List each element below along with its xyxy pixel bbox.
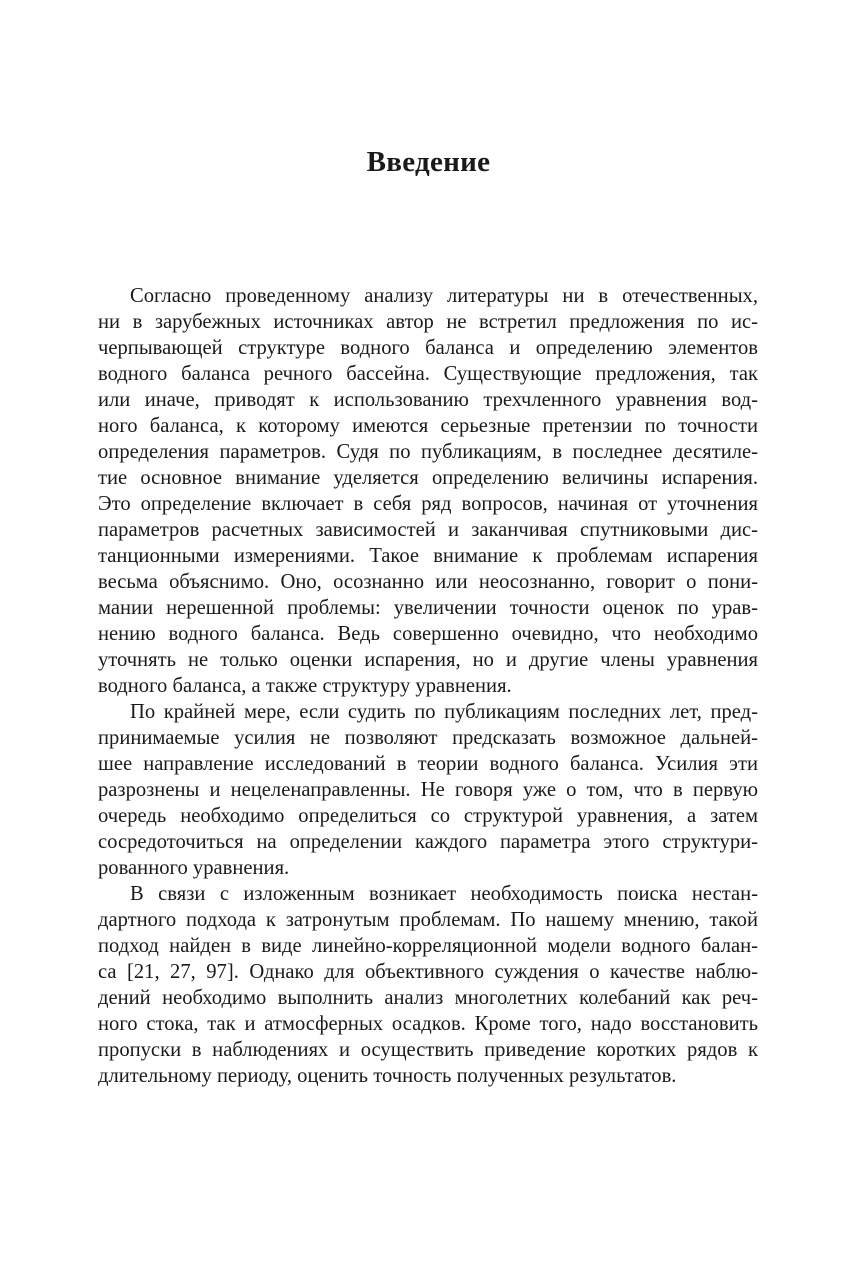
paragraph-1 [98,283,758,699]
text-line: подход найден в виде линейно-корреляционной модели водного балан- [98,935,758,957]
text-line: танционными измерениями. Такое внимание к проблемам испарения [98,545,758,567]
text-line: длительному периоду, оценить точность полученных результатов. [98,1065,677,1087]
text-line: мании нерешенной проблемы: увеличении точности оценок по урав- [98,597,758,619]
text-line: черпывающей структуре водного баланса и определению элементов [98,337,758,359]
text-line: дартного подхода к затронутым проблемам. По нашему мнению, такой [98,909,758,931]
text-line: определения параметров. Судя по публикациям, в последнее десятиле- [98,441,758,463]
text-line: Это определение включает в себя ряд вопросов, начиная от уточнения [98,493,758,515]
text-line: или иначе, приводят к использованию трехчленного уравнения вод- [98,389,758,411]
text-line: пропуски в наблюдениях и осуществить приведение коротких рядов к [98,1039,758,1061]
text-line: нению водного баланса. Ведь совершенно очевидно, что необходимо [98,623,758,645]
paragraph-3 [98,881,758,1089]
text-line: са [21, 27, 97]. Однако для объективного суждения о качестве наблю- [98,961,758,983]
text-line: шее направление исследований в теории водного баланса. Усилия эти [98,753,758,775]
text-line: уточнять не только оценки испарения, но и другие члены уравнения [98,649,758,671]
page-title: Введение [366,146,491,178]
text-line: сосредоточиться на определении каждого параметра этого структури- [98,831,758,853]
text-line: тие основное внимание уделяется определению величины испарения. [98,467,758,489]
text-line: ни в зарубежных источниках автор не встретил предложения по ис- [98,311,758,333]
body-text [98,283,758,1089]
text-line: водного баланса, а также структуру уравнения. [98,675,512,697]
text-line: Согласно проведенному анализу литературы ни в отечественных, [130,285,758,307]
text-line: принимаемые усилия не позволяют предсказать возможное дальней- [98,727,758,749]
text-line: весьма объяснимо. Оно, осознанно или неосознанно, говорит о пони- [98,571,758,593]
text-line: В связи с изложенным возникает необходимость поиска нестан- [130,883,758,905]
text-line: параметров расчетных зависимостей и заканчивая спутниковыми дис- [98,519,758,541]
text-line: рованного уравнения. [98,857,290,879]
text-line: ного стока, так и атмосферных осадков. Кроме того, надо восстановить [98,1013,758,1035]
text-line: ного баланса, к которому имеются серьезные претензии по точности [98,415,758,437]
text-line: очередь необходимо определиться со структурой уравнения, а затем [98,805,758,827]
text-line: По крайней мере, если судить по публикациям последних лет, пред- [130,701,758,723]
text-line: водного баланса речного бассейна. Существующие предложения, так [98,363,758,385]
paragraph-2 [98,699,758,881]
text-line: разрознены и нецеленаправленны. Не говоря уже о том, что в первую [98,779,758,801]
text-line: дений необходимо выполнить анализ многолетних колебаний как реч- [98,987,758,1009]
